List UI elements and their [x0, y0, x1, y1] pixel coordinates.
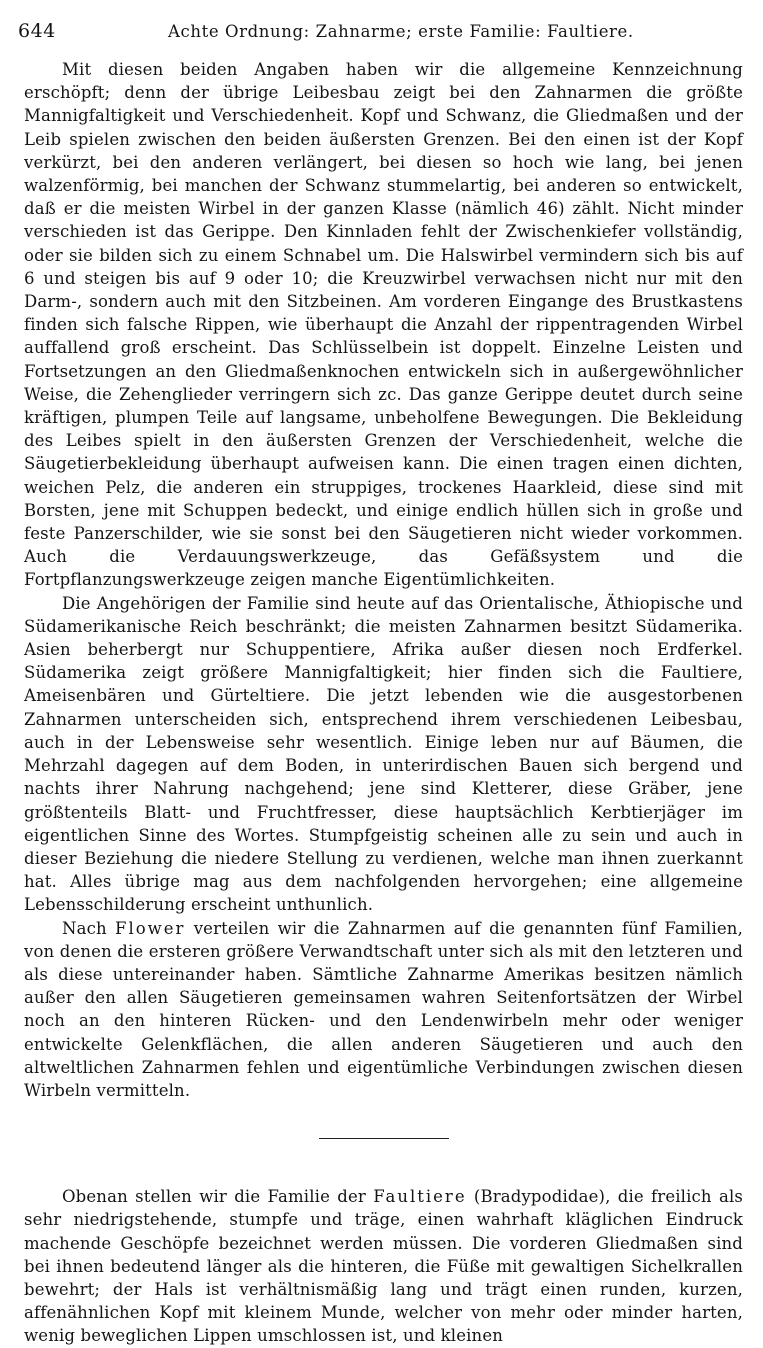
running-head: Achte Ordnung: Zahnarme; erste Familie: Faultiere. — [168, 22, 634, 41]
page-body — [24, 58, 743, 1348]
paragraph-2: Die Angehörigen der Familie sind heute auf das Orientalische, Äthiopische und Südamerikanische Reich beschränkt; die meisten Zahnarmen besitzt Südamerika. Asien beherbergt nur Schuppentiere, Afrika außer diesen noch Erdferkel. Südamerika zeigt größere Mannigfaltigkeit; hier finden sich die Faultiere, Ameisenbären und Gürteltiere. Die jetzt lebenden wie die ausgestorbenen Zahnarmen unterscheiden sich, entsprechend ihrem verschiedenen Leibesbau, auch in der Lebensweise sehr wesentlich. Einige leben nur auf Bäumen, die Mehrzahl dagegen auf dem Boden, in unterirdischen Bauen sich bergend und nachts ihrer Nahrung nachgehend; jene sind Kletterer, diese Gräber, jene größtenteils Blatt- und Fruchtfresser, diese hauptsächlich Kerbtierjäger im eigentlichen Sinne des Wortes. Stumpfgeistig scheinen alle zu sein und auch in dieser Beziehung die niedere Stellung zu verdienen, welche man ihnen zuerkannt hat. Alles übrige mag aus dem nachfolgenden hervorgehen; eine allgemeine Lebensschilderung erscheint unthunlich. — [24, 593, 743, 915]
family-name-faultiere: Faultiere — [373, 1187, 467, 1207]
paragraph-3-lead: Nach — [62, 918, 107, 938]
section-divider — [319, 1138, 449, 1139]
paragraph-1: Mit diesen beiden Angaben haben wir die allgemeine Kennzeichnung erschöpft; denn der übrige Leibesbau zeigt bei den Zahnarmen die größte Mannigfaltigkeit und Verschiedenheit. Kopf und Schwanz, die Gliedmaßen und der Leib spielen zwischen den beiden äußersten Grenzen. Bei den einen ist der Kopf verkürzt, bei den anderen verlängert, bei diesen so hoch wie lang, bei jenen walzenförmig, bei manchen der Schwanz stummelartig, bei anderen so entwickelt, daß er die meisten Wirbel in der ganzen Klasse (nämlich 46) zählt. Nicht minder verschieden ist das Gerippe. Den Kinnladen fehlt der Zwischenkiefer vollständig, oder sie bilden sich zu einem Schnabel um. Die Halswirbel vermindern sich bis auf 6 und steigen bis auf 9 oder 10; die Kreuzwirbel verwachsen nicht nur mit den Darm-, sondern auch mit den Sitzbeinen. Am vorderen Eingange des Brustkastens finden sich falsche Rippen, wie überhaupt die Anzahl der rippentragenden Wirbel auffallend groß erscheint. Das Schlüsselbein ist doppelt. Einzelne Leisten und Fortsetzungen an den Gliedmaßenknochen entwickeln sich in außergewöhnlicher Weise, die Zehenglieder verringern sich zc. Das ganze Gerippe deutet durch seine kräftigen, plumpen Teile auf langsame, unbeholfene Bewegungen. Die Bekleidung des Leibes spielt in den äußersten Grenzen der Verschiedenheit, welche die Säugetierbekleidung überhaupt aufweisen kann. Die einen tragen einen dichten, weichen Pelz, die anderen ein struppiges, trockenes Haarkleid, diese sind mit Borsten, jene mit Schuppen bedeckt, und einige endlich hüllen sich in große und feste Panzerschilder, wie sie sonst bei den Säugetieren nicht wieder vorkommen. Auch die Verdauungswerkzeuge, das Gefäßsystem und die Fortpflanzungswerkzeuge zeigen manche Eigentümlichkeiten. — [24, 60, 743, 590]
paragraph-4-text: , die freilich als sehr niedrigstehende, stumpfe und träge, einen wahrhaft kläglichen Eindruck machende Geschöpfe bezeichnet werden müssen. Die vorderen Gliedmaßen sind bei ihnen bedeutend länger als die hinteren, die Füße mit gewaltigen Sichelkrallen bewehrt; der Hals ist verhältnismäßig lang und trägt einen runden, kurzen, affenähnlichen Kopf mit kleinem Munde, welcher von mehr oder minder harten, wenig beweglichen Lippen umschlossen ist, und kleinen — [24, 1187, 743, 1346]
paragraph-4 — [24, 1185, 743, 1347]
paragraph-4-lead: Obenan stellen wir die Familie der — [62, 1187, 366, 1207]
page-header — [18, 20, 741, 46]
author-name-flower: Flower — [115, 918, 186, 938]
page-number: 644 — [18, 20, 56, 42]
paragraph-3-text: verteilen wir die Zahnarmen auf die genannten fünf Familien, von denen die ersteren größere Verwandtschaft unter sich als mit den letzteren und als diese untereinander haben. Sämtliche Zahnarme Amerikas besitzen nämlich außer den allen Säugetieren gemeinsamen wahren Seitenfortsätzen der Wirbel noch an den hinteren Rücken- und den Lendenwirbeln mehr oder weniger entwickelte Gelenkflächen, die allen anderen Säugetieren und auch den altweltlichen Zahnarmen fehlen und eigentümliche Verbindungen zwischen diesen Wirbeln vermitteln. — [24, 918, 743, 1100]
latin-name-bradypodidae: (Bradypodidae) — [473, 1187, 606, 1207]
paragraph-3 — [24, 917, 743, 1103]
